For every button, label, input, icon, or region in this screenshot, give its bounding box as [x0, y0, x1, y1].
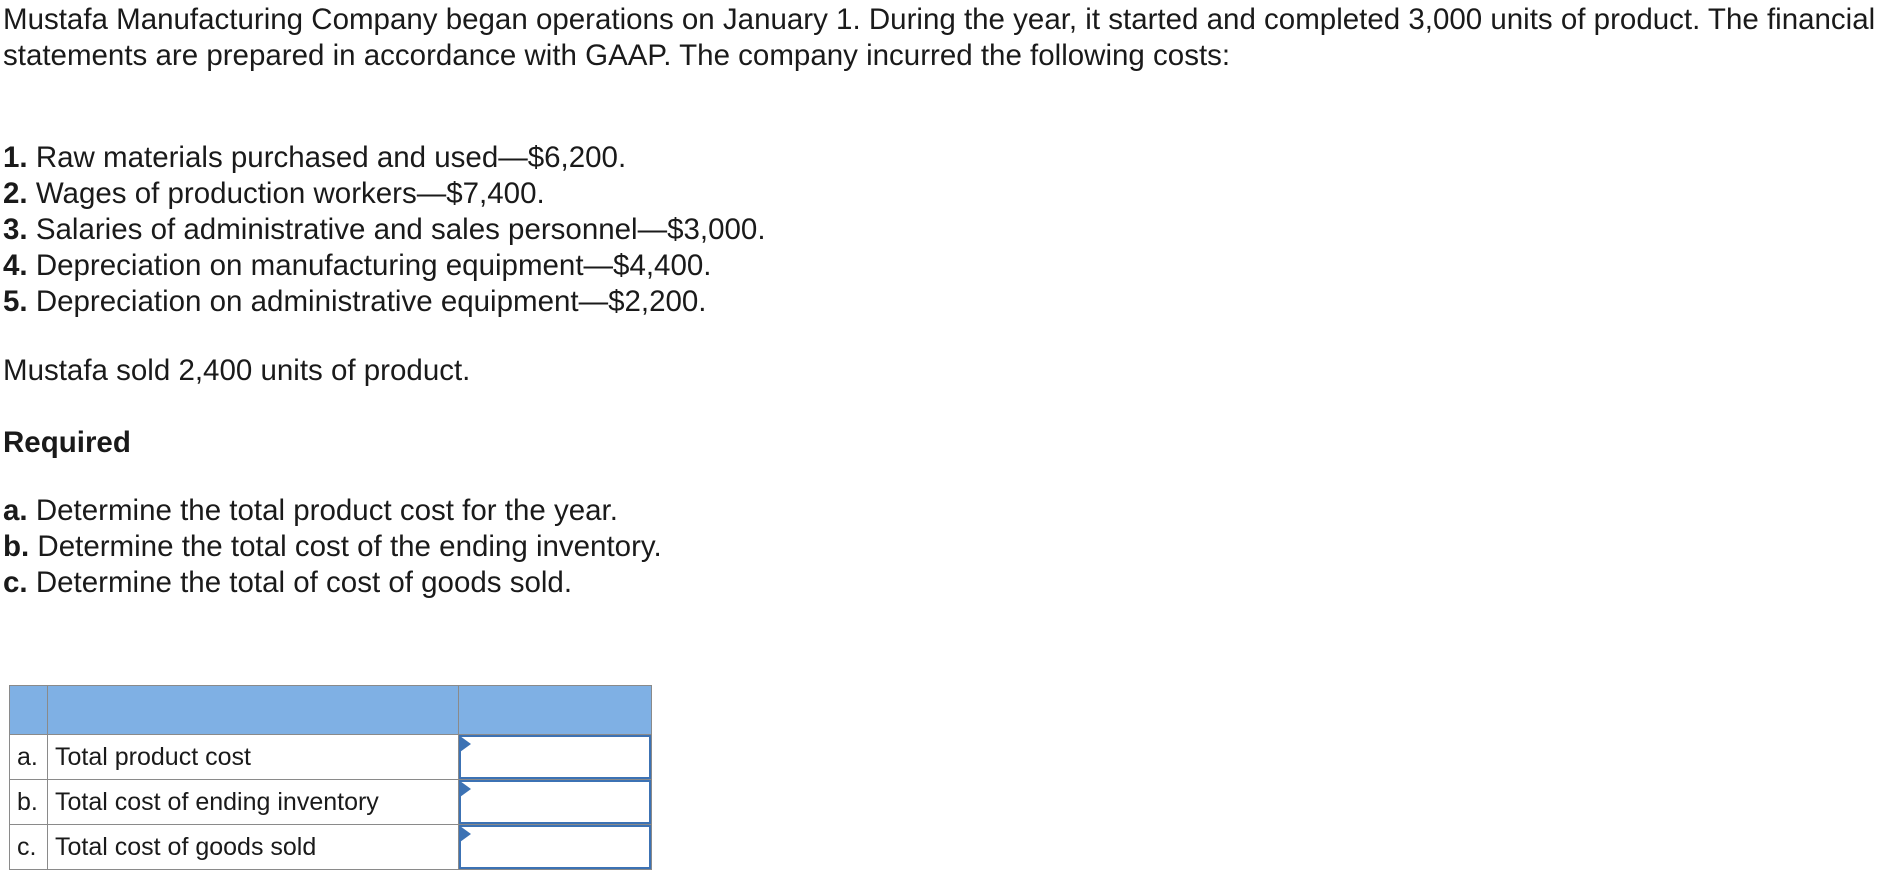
requirement-letter: a.	[3, 494, 28, 527]
requirement-item	[3, 493, 662, 529]
requirement-letter: c.	[3, 566, 28, 599]
cost-item-number: 3.	[3, 213, 28, 246]
ending-inventory-cost-input[interactable]	[459, 780, 651, 824]
row-label: Total product cost	[48, 735, 459, 780]
header-value-cell	[459, 686, 652, 735]
header-letter-cell	[10, 686, 48, 735]
cost-list	[3, 140, 766, 320]
cost-item-text: Salaries of administrative and sales personnel—$3,000.	[35, 213, 766, 246]
row-value-cell	[459, 780, 652, 825]
requirement-text: Determine the total of cost of goods sold.	[35, 566, 573, 599]
table-row	[10, 735, 652, 780]
cost-item-number: 5.	[3, 285, 28, 318]
cost-item-text: Depreciation on manufacturing equipment—$4,400.	[35, 249, 712, 282]
cost-item	[3, 248, 766, 284]
cost-item-text: Depreciation on administrative equipment—$2,200.	[35, 285, 707, 318]
requirement-letter: b.	[3, 530, 30, 563]
requirement-item	[3, 565, 662, 601]
row-letter: b.	[10, 780, 48, 825]
problem-intro: Mustafa Manufacturing Company began operations on January 1. During the year, it started and completed 3,000 units of product. The financial statements are prepared in accordance with GAAP. The company incurred the following costs:	[3, 3, 1876, 72]
requirements-list	[3, 493, 662, 601]
requirement-text: Determine the total cost of the ending inventory.	[37, 530, 662, 563]
row-label: Total cost of ending inventory	[48, 780, 459, 825]
row-value-cell	[459, 735, 652, 780]
cost-item-number: 4.	[3, 249, 28, 282]
cost-item-number: 1.	[3, 141, 28, 174]
cost-item-text: Raw materials purchased and used—$6,200.	[35, 141, 627, 174]
requirement-item	[3, 529, 662, 565]
header-label-cell	[48, 686, 459, 735]
row-letter: c.	[10, 825, 48, 870]
answer-table-header	[10, 686, 652, 735]
cost-item	[3, 140, 766, 176]
table-row	[10, 825, 652, 870]
cost-item	[3, 212, 766, 248]
row-value-cell	[459, 825, 652, 870]
cost-item-number: 2.	[3, 177, 28, 210]
cost-of-goods-sold-input[interactable]	[459, 825, 651, 869]
cost-item	[3, 284, 766, 320]
table-row	[10, 780, 652, 825]
row-letter: a.	[10, 735, 48, 780]
row-label: Total cost of goods sold	[48, 825, 459, 870]
units-sold-text: Mustafa sold 2,400 units of product.	[3, 354, 471, 387]
answer-table	[9, 685, 652, 870]
cost-item-text: Wages of production workers—$7,400.	[35, 177, 545, 210]
requirement-text: Determine the total product cost for the year.	[35, 494, 618, 527]
cost-item	[3, 176, 766, 212]
total-product-cost-input[interactable]	[459, 735, 651, 779]
required-heading: Required	[3, 426, 131, 459]
